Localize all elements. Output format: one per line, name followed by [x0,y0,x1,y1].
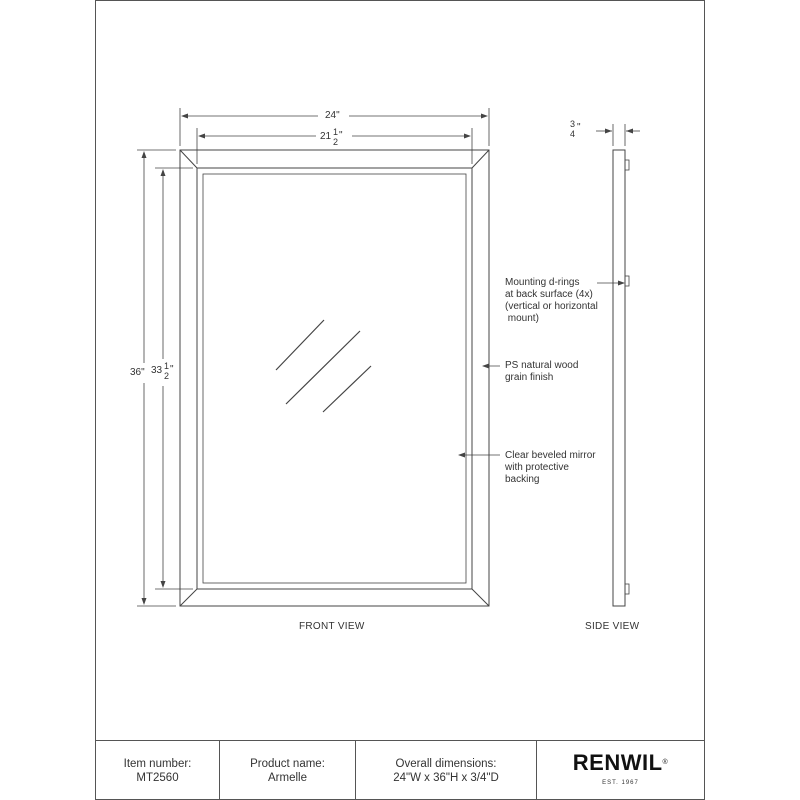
product-name-value: Armelle [268,771,307,784]
inner-width-inch: " [339,130,343,141]
inner-width-whole: 21 [320,131,332,142]
inner-height-label [151,362,185,382]
front-view-label: FRONT VIEW [299,621,365,632]
depth-label [570,120,592,142]
inner-height-numerator: 1 [164,361,170,371]
front-view-mirror [180,150,489,606]
brand-logo [537,741,704,800]
registered-mark: ® [662,758,669,766]
miter-bottom-left [180,589,197,606]
inner-height-inch: " [170,364,174,375]
miter-top-left [180,150,197,168]
inner-width-numerator: 1 [333,127,339,137]
reflection-line-3 [323,366,371,412]
product-name-label: Product name: [250,757,325,770]
miter-bottom-right [472,589,489,606]
depth-numerator: 3 [570,119,576,129]
dimension-depth [596,124,640,146]
reflection-line-1 [276,320,324,370]
side-profile [613,150,625,606]
brand-name: RENWIL [572,749,663,775]
note-mounting-d-rings: Mounting d-rings at back surface (4x) (vertical or horizontal mount) [505,277,598,324]
overall-dimensions-cell [356,741,537,800]
reflection-line-2 [286,331,360,404]
depth-inch: " [577,122,581,133]
inner-width-label [320,129,352,147]
inner-frame [197,168,472,589]
brand-established: EST. 1967 [602,779,639,786]
d-ring-middle [625,276,629,286]
item-number-label: Item number: [123,757,192,770]
inner-height-whole: 33 [151,365,163,376]
miter-top-right [472,150,489,168]
d-ring-bottom [625,584,629,594]
depth-denominator: 4 [570,129,576,139]
inner-height-denominator: 2 [164,371,170,381]
product-name-cell [220,741,356,800]
side-view-label: SIDE VIEW [585,621,640,632]
side-view-mirror [613,150,629,606]
overall-width-label: 24" [325,110,340,121]
item-number-cell [96,741,220,800]
inner-width-denominator: 2 [333,137,339,147]
overall-dimensions-value: 24"W x 36"H x 3/4"D [393,771,499,784]
outer-frame [180,150,489,606]
overall-dimensions-label: Overall dimensions: [395,757,497,770]
mirror-edge [203,174,466,583]
note-beveled-mirror: Clear beveled mirror with protective backing [505,450,596,485]
overall-height-label: 36" [130,367,145,378]
item-number-value: MT2560 [136,771,179,784]
note-wood-finish: PS natural wood grain finish [505,360,579,383]
title-block [95,740,705,800]
d-ring-top [625,160,629,170]
